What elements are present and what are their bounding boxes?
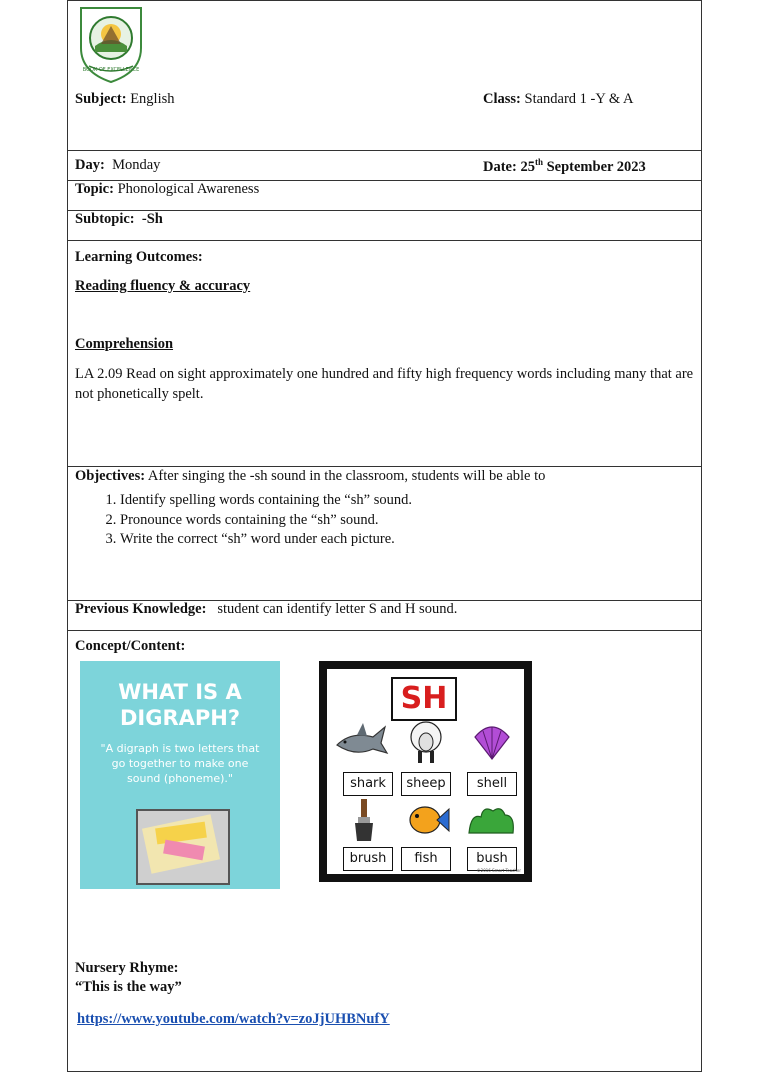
comprehension-heading: Comprehension (75, 336, 174, 352)
learning-outcomes-label: Learning Outcomes: (75, 249, 203, 265)
topic-row (68, 181, 702, 211)
subtopic-value: -Sh (141, 211, 163, 227)
date-rest: September 2023 (546, 158, 646, 175)
word-label: sheep (401, 772, 451, 796)
nursery-rhyme-title: “This is the way” (75, 979, 182, 995)
school-logo (75, 4, 147, 84)
subject-label: Subject: (75, 91, 127, 107)
nursery-rhyme-label: Nursery Rhyme: (75, 960, 179, 976)
concept-row (68, 631, 702, 1072)
objective-item: 2. Pronounce words containing the “sh” sound. (120, 511, 694, 531)
header-row (68, 1, 702, 151)
fish-icon (407, 801, 451, 839)
shark-icon (333, 719, 389, 763)
previous-knowledge-label: Previous Knowledge: (75, 601, 207, 617)
subject-field (75, 91, 175, 108)
sh-word-card (319, 661, 532, 882)
concept-label: Concept/Content: (75, 638, 186, 654)
subtopic-label: Subtopic: (75, 211, 135, 227)
date-label: Date: (483, 158, 517, 175)
digraph-image (80, 661, 280, 889)
day-label: Day: (75, 157, 105, 173)
word-label: shark (343, 772, 393, 796)
objective-item: 3. Write the correct “sh” word under each picture. (120, 530, 694, 550)
objectives-intro: After singing the -sh sound in the classroom, students will be able to (147, 468, 546, 484)
day-field (75, 157, 160, 174)
topic-value: Phonological Awareness (117, 181, 260, 197)
digraph-title-2: DIGRAPH? (119, 706, 241, 730)
svg-text:BOOK OF EXCELLENCE: BOOK OF EXCELLENCE (82, 67, 140, 73)
subject-value: English (130, 91, 175, 107)
lesson-plan-table (67, 0, 702, 1072)
objectives-list (75, 491, 694, 550)
date-field (483, 157, 646, 176)
day-value: Monday (112, 157, 161, 173)
youtube-link[interactable]: https://www.youtube.com/watch?v=zoJjUHBNufY (77, 1011, 390, 1027)
sheep-icon (403, 717, 449, 767)
class-field (483, 91, 634, 108)
word-label: shell (467, 772, 517, 796)
date-suffix: th (534, 157, 543, 167)
sh-title: SH (391, 677, 457, 721)
objectives-row (68, 467, 702, 601)
objectives-intro-line (75, 468, 694, 485)
digraph-quote: "A digraph is two letters that go together to make one sound (phoneme)." (100, 742, 260, 785)
learning-outcomes-row (68, 241, 702, 467)
word-label: brush (343, 847, 393, 871)
class-value: Standard 1 -Y & A (524, 91, 634, 107)
topic-label: Topic: (75, 181, 114, 197)
digraph-photo (136, 809, 230, 885)
digraph-title-1: WHAT IS A (118, 680, 242, 704)
date-day: 25 (520, 158, 535, 175)
shell-icon (471, 721, 513, 763)
class-label: Class: (483, 91, 521, 107)
outcome-text: LA 2.09 Read on sight approximately one hundred and fifty high frequency words including many that are not phonetically spelt. (75, 366, 694, 402)
bush-icon (467, 803, 515, 837)
objective-item: 1. Identify spelling words containing the “sh” sound. (120, 491, 694, 511)
reading-fluency-heading: Reading fluency & accuracy (75, 278, 251, 294)
word-label: bush (467, 847, 517, 871)
previous-knowledge-row (68, 601, 702, 631)
sh-card-credit: ©2016 Smart Teacher (476, 868, 521, 873)
objectives-label: Objectives: (75, 468, 146, 484)
word-label: fish (401, 847, 451, 871)
nursery-rhyme-block (75, 959, 182, 997)
day-row (68, 151, 702, 181)
previous-knowledge-value: student can identify letter S and H sound. (217, 601, 458, 617)
brush-icon (349, 797, 379, 843)
subtopic-row (68, 211, 702, 241)
